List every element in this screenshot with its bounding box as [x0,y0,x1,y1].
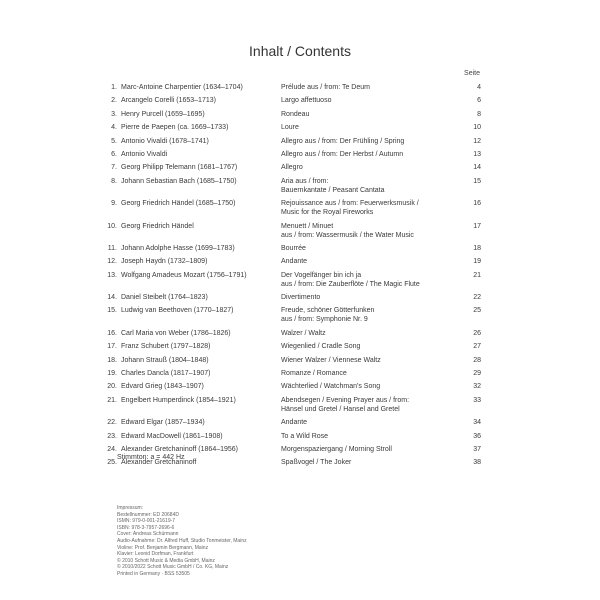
composer-name: Georg Friedrich Händel (1685–1750) [121,200,236,208]
toc-entry [0,222,600,240]
entry-number: 25. [107,459,117,467]
toc-entry [0,396,600,414]
composer-name: Pierre de Paepen (ca. 1669–1733) [121,124,229,132]
composer-name: Edward MacDowell (1861–1908) [121,432,223,440]
page-number: 25 [473,307,481,315]
piece-title: Romanze / Romance [281,370,347,378]
page-number: 8 [477,110,481,118]
entry-number: 10. [107,222,117,230]
piece-title: Walzer / Waltz [281,329,326,337]
piece-title: Allegro aus / from: Der Herbst / Autumn [281,150,404,158]
page-number: 29 [473,370,481,378]
composer-name: Ludwig van Beethoven (1770–1827) [121,307,234,315]
entry-number: 15. [107,307,117,315]
composer-name: Georg Philipp Telemann (1681–1767) [121,164,238,172]
composer-name: Johann Sebastian Bach (1685–1750) [121,177,237,185]
entry-number: 3. [111,110,117,118]
entry-number: 18. [107,356,117,364]
entry-number: 4. [111,124,117,132]
entry-number: 17. [107,343,117,351]
toc-entry [0,244,600,253]
toc-entry [0,199,600,217]
toc-entry [0,83,600,92]
piece-title: Andante [281,419,308,427]
toc-entry [0,96,600,105]
piece-title: Rejouissance aus / from: Feuerwerksmusik / Music for the Royal Fireworks [281,200,419,217]
page-number: 36 [473,432,481,440]
entry-number: 6. [111,150,117,158]
piece-title: Der Vogelfänger bin ich ja aus / from: Die Zauberflöte / The Magic Flute [281,271,420,288]
entry-number: 1. [111,84,117,91]
piece-title: Aria aus / from: Bauernkantate / Peasant Cantata [281,177,385,194]
toc-entry [0,418,600,427]
toc-entry [0,382,600,391]
entry-number: 5. [111,137,117,145]
composer-name: Alexander Gretchaninoff [121,459,197,467]
page-number: 17 [473,222,481,230]
composer-name: Johann Adolphe Hasse (1699–1783) [121,244,235,252]
composer-name: Daniel Steibelt (1764–1823) [121,294,208,302]
composer-name: Henry Purcell (1659–1695) [121,110,205,118]
composer-name: Georg Friedrich Händel [121,222,194,230]
toc-entry [0,432,600,441]
page-number: 27 [473,343,481,351]
page-title: Inhalt / Contents [249,43,351,59]
entry-number: 19. [107,370,117,378]
page-number: 18 [473,244,481,252]
page-number: 12 [473,137,481,145]
piece-title: Morgenspaziergang / Morning Stroll [281,445,392,453]
page-number: 38 [473,459,481,467]
composer-name: Edvard Grieg (1843–1907) [121,383,204,391]
page-number: 22 [473,294,481,302]
entry-number: 23. [107,432,117,440]
toc-entry [0,110,600,119]
piece-title: Wiener Walzer / Viennese Waltz [281,356,381,364]
composer-name: Alexander Gretchaninoff (1864–1956) [121,445,239,453]
toc-entry [0,306,600,324]
entry-number: 20. [107,383,117,391]
page-number: 13 [473,150,481,158]
entry-number: 2. [111,97,117,105]
composer-name: Antonio Vivaldi (1678–1741) [121,137,209,145]
page-number: 14 [473,164,481,172]
piece-title: Freude, schöner Götterfunken aus / from: Symphonie Nr. 9 [281,307,375,324]
toc-entry [0,163,600,172]
page-number: 32 [473,383,481,391]
entry-number: 22. [107,419,117,427]
page-column-header: Seite [464,70,480,77]
page-number: 6 [477,97,481,105]
composer-name: Wolfgang Amadeus Mozart (1756–1791) [121,271,247,279]
piece-title: Largo affettuoso [281,97,332,105]
piece-title: Spaßvogel / The Joker [281,459,352,467]
toc-entry [0,369,600,378]
piece-title: Abendsegen / Evening Prayer aus / from: Hänsel und Gretel / Hansel and Gretel [281,396,410,413]
entry-number: 12. [107,258,117,266]
piece-title: Andante [281,258,308,266]
piece-title: Rondeau [281,110,310,118]
page-number: 4 [477,84,481,91]
piece-title: Menuett / Minuet aus / from: Wassermusik / the Water Music [281,222,414,239]
entry-number: 21. [107,396,117,404]
toc-entry [0,293,600,302]
entry-number: 8. [111,177,117,185]
piece-title: Loure [281,124,299,132]
entry-number: 13. [107,271,117,279]
piece-title: Divertimento [281,294,321,302]
composer-name: Antonio Vivaldi [121,150,168,158]
piece-title: Wiegenlied / Cradle Song [281,343,361,351]
toc-entry [0,356,600,365]
page-number: 33 [473,396,481,404]
page-number: 16 [473,200,481,208]
entry-number: 11. [107,244,117,252]
piece-title: Allegro [281,164,303,172]
composer-name: Charles Dancla (1817–1907) [121,370,211,378]
toc-entry [0,271,600,289]
entry-number: 16. [107,329,117,337]
composer-name: Engelbert Humperdinck (1854–1921) [121,396,236,404]
toc-entry [0,123,600,132]
composer-name: Joseph Haydn (1732–1809) [121,258,208,266]
piece-title: To a Wild Rose [281,432,329,440]
page-number: 28 [473,356,481,364]
toc-entry [0,257,600,266]
piece-title: Bourrée [281,244,306,252]
composer-name: Franz Schubert (1797–1828) [121,343,211,351]
toc-entry [0,137,600,146]
toc-entry [0,329,600,338]
piece-title: Wächterlied / Watchman's Song [281,383,381,391]
piece-title: Prélude aus / from: Te Deum [281,84,370,91]
imprint: Impressum: Bestellnummer: ED 20684D ISMN: 979-0-001-21619-7 ISBN: 978-3-7957-2696-6 Cover: Andreas Schürmann Audio-Aufnahme: Dr. Alfred Huff, Studio Tonmeister, Mainz Violine: Prof. Benjamin Bergmann, Mainz Klavier: Leonid Dorfman, Frankfurt © 2010 Schott Music & Media GmbH, Mainz © 2010/2022 Schott Music GmbH / Co. KG, Mainz Printed in Germany · BSS 53505 [117,505,247,577]
composer-name: Carl Maria von Weber (1786–1826) [121,329,231,337]
entry-number: 7. [111,164,117,172]
entry-number: 9. [111,200,117,208]
page-number: 19 [473,258,481,266]
table-of-contents [0,83,600,472]
composer-name: Edward Elgar (1857–1934) [121,419,205,427]
tuning-note: Stimmton: a = 442 Hz [117,454,185,461]
page-number: 21 [473,271,481,279]
piece-title: Allegro aus / from: Der Frühling / Spring [281,137,405,145]
page-number: 34 [473,419,481,427]
page-number: 15 [473,177,481,185]
page-number: 10 [473,124,481,132]
toc-entry [0,150,600,159]
entry-number: 24. [107,445,117,453]
composer-name: Johann Strauß (1804–1848) [121,356,209,364]
toc-entry [0,458,600,467]
composer-name: Marc-Antoine Charpentier (1634–1704) [121,84,243,91]
toc-entry [0,445,600,454]
entry-number: 14. [107,294,117,302]
page-number: 37 [473,445,481,453]
page-number: 26 [473,329,481,337]
toc-entry [0,342,600,351]
composer-name: Arcangelo Corelli (1653–1713) [121,97,216,105]
toc-entry [0,177,600,195]
